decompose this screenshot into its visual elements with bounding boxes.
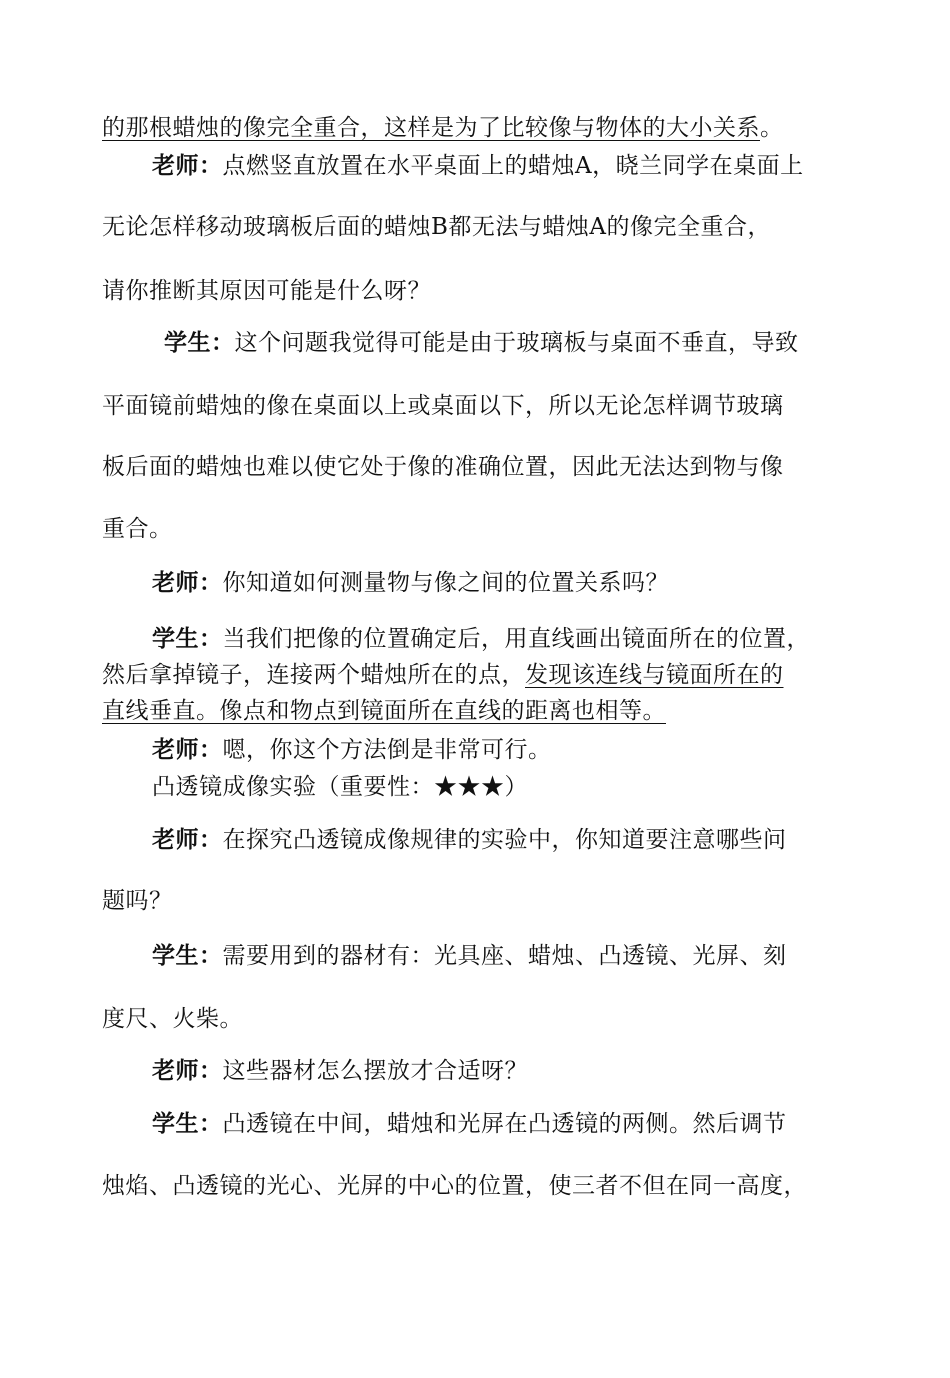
paragraph-line: 题吗？	[102, 888, 173, 914]
paragraph-line: 重合。	[102, 516, 173, 542]
paragraph-line: 请你推断其原因可能是什么呀？	[102, 278, 431, 304]
text-span: 这个问题我觉得可能是由于玻璃板与桌面不垂直，导致	[234, 330, 799, 356]
text-span: 当我们把像的位置确定后，用直线画出镜面所在的位置，	[222, 626, 810, 652]
paragraph-line	[164, 328, 914, 358]
paragraph-line	[102, 113, 852, 143]
speaker-label-teacher: 老师：	[152, 1057, 223, 1084]
paragraph-line: 无论怎样移动玻璃板后面的蜡烛B都无法与蜡烛A的像完全重合，	[102, 214, 772, 240]
text-span: 在探究凸透镜成像规律的实验中，你知道要注意哪些问	[222, 827, 787, 853]
paragraph-line: 板后面的蜡烛也难以使它处于像的准确位置，因此无法达到物与像	[102, 454, 784, 480]
text-span: 。	[760, 115, 784, 141]
paragraph-line	[152, 1109, 902, 1139]
paragraph-line	[152, 735, 902, 765]
text-span: 点燃竖直放置在水平桌面上的蜡烛A，晓兰同学在桌面上	[222, 153, 804, 179]
paragraph-line: 平面镜前蜡烛的像在桌面以上或桌面以下，所以无论怎样调节玻璃	[102, 393, 784, 419]
paragraph-line: 烛焰、凸透镜的光心、光屏的中心的位置，使三者不但在同一高度，	[102, 1173, 807, 1199]
paragraph-line	[152, 941, 902, 971]
speaker-label-student: 学生：	[164, 329, 235, 356]
speaker-label-teacher: 老师：	[152, 736, 223, 763]
paragraph-line: 度尺、火柴。	[102, 1006, 243, 1032]
text-span: 你知道如何测量物与像之间的位置关系吗？	[222, 570, 669, 596]
text-span: 这些器材怎么摆放才合适呀？	[222, 1058, 528, 1084]
paragraph-line	[152, 1056, 902, 1086]
text-span: 凸透镜在中间，蜡烛和光屏在凸透镜的两侧。然后调节	[222, 1111, 787, 1137]
paragraph-line	[152, 624, 902, 654]
underlined-text: 的那根蜡烛的像完全重合，这样是为了比较像与物体的大小关系	[102, 115, 760, 141]
speaker-label-teacher: 老师：	[152, 569, 223, 596]
speaker-label-teacher: 老师：	[152, 826, 223, 853]
speaker-label-teacher: 老师：	[152, 152, 223, 179]
speaker-label-student: 学生：	[152, 942, 223, 969]
paragraph-line	[102, 660, 852, 690]
paragraph-line	[152, 151, 902, 181]
text-span: 需要用到的器材有：光具座、蜡烛、凸透镜、光屏、刻	[222, 943, 787, 969]
speaker-label-student: 学生：	[152, 625, 223, 652]
text-span: 嗯，你这个方法倒是非常可行。	[222, 737, 552, 763]
text-span: 然后拿掉镜子，连接两个蜡烛所在的点，	[102, 662, 525, 688]
section-heading: 凸透镜成像实验（重要性：★★★）	[152, 774, 528, 800]
speaker-label-student: 学生：	[152, 1110, 223, 1137]
underlined-text: 发现该连线与镜面所在的	[525, 662, 784, 688]
underlined-text: 直线垂直。像点和物点到镜面所在直线的距离也相等。	[102, 698, 666, 724]
paragraph-line	[102, 696, 852, 726]
paragraph-line	[152, 568, 902, 598]
paragraph-line	[152, 825, 902, 855]
